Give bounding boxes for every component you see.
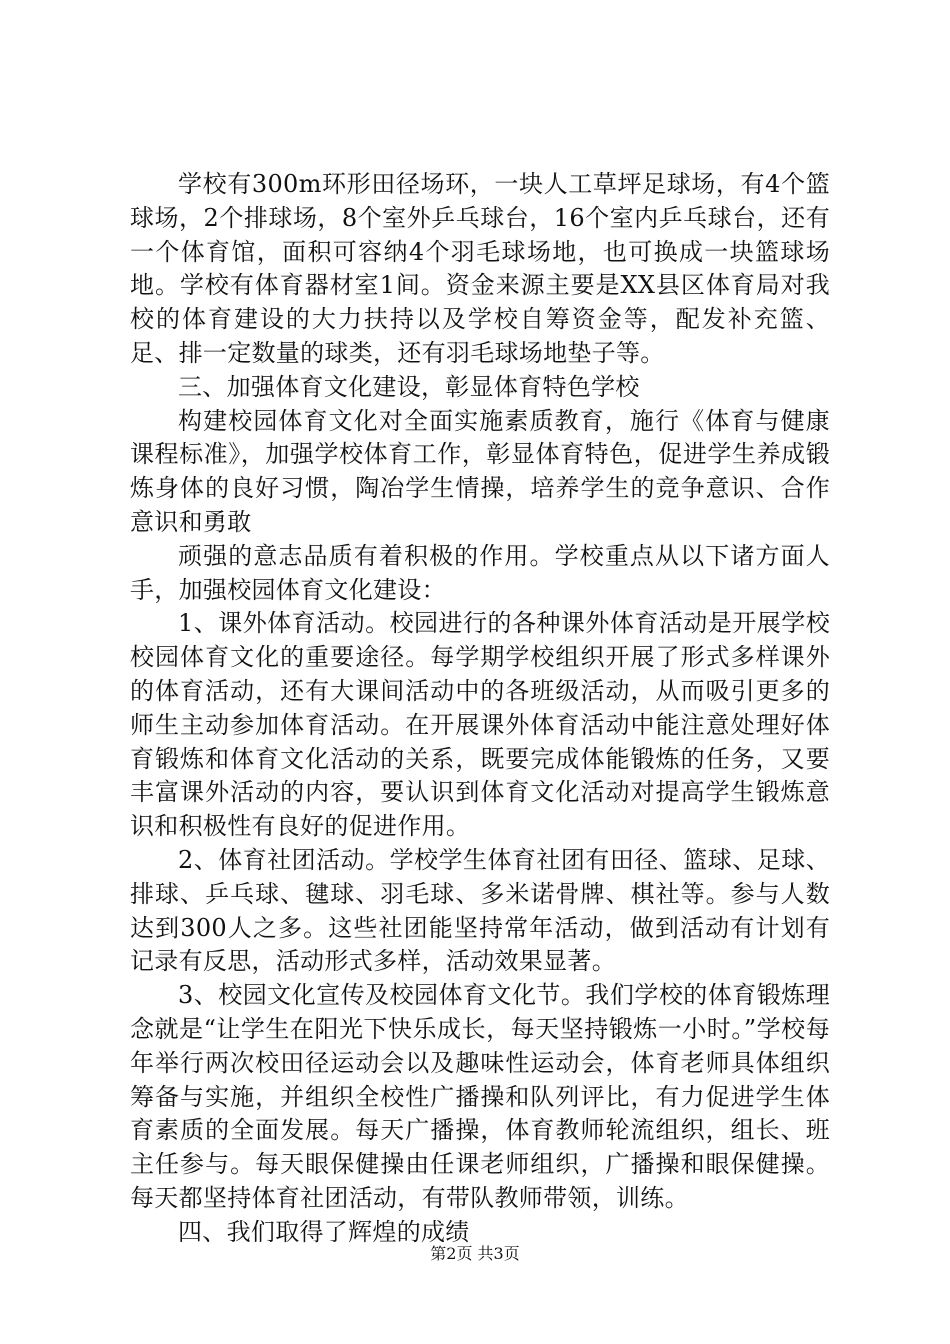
paragraph-item-2: 2、体育社团活动。学校学生体育社团有田径、篮球、足球、排球、乒乓球、毽球、羽毛球、多米诺骨牌、棋社等。参与人数达到300人之多。这些社团能坚持常年活动，做到活动有计划有记录有反思，活动形式多样，活动效果显著。 — [130, 845, 830, 976]
page-footer: 第2页 共3页 — [430, 1244, 520, 1263]
document-body — [130, 168, 830, 1250]
section-heading-3: 三、加强体育文化建设，彰显体育特色学校 — [178, 372, 640, 401]
paragraph-facilities: 学校有300m环形田径场环，一块人工草坪足球场，有4个篮球场，2个排球场，8个室外乒乓球台，16个室内乒乓球台，还有一个体育馆，面积可容纳4个羽毛球场地，也可换成一块篮球场地。学校有体育器材室1间。资金来源主要是XX县区体育局对我校的体育建设的大力扶持以及学校自筹资金等，配发补充篮、足、排一定数量的球类，还有羽毛球场地垫子等。 — [130, 170, 830, 367]
paragraph-item-3: 3、校园文化宣传及校园体育文化节。我们学校的体育锻炼理念就是“让学生在阳光下快乐成长，每天坚持锻炼一小时。”学校每年举行两次校田径运动会以及趣味性运动会，体育老师具体组织筹备与实施，并组织全校性广播操和队列评比，有力促进学生体育素质的全面发展。每天广播操，体育教师轮流组织，组长、班主任参与。每天眼保健操由任课老师组织，广播操和眼保健操。每天都坚持体育社团活动，有带队教师带领，训练。 — [130, 981, 830, 1212]
paragraph-culture-continued: 顽强的意志品质有着积极的作用。学校重点从以下诸方面人手，加强校园体育文化建设： — [130, 541, 830, 604]
section-heading-4: 四、我们取得了辉煌的成绩 — [178, 1217, 470, 1246]
paragraph-culture-intro: 构建校园体育文化对全面实施素质教育，施行《体育与健康课程标准》，加强学校体育工作，彰显体育特色，促进学生养成锻炼身体的良好习惯，陶冶学生情操，培养学生的竞争意识、合作意识和勇敢 — [130, 406, 830, 536]
paragraph-item-1: 1、课外体育活动。校园进行的各种课外体育活动是开展学校校园体育文化的重要途径。每学期学校组织开展了形式多样课外的体育活动，还有大课间活动中的各班级活动，从而吸引更多的师生主动参加体育活动。在开展课外体育活动中能注意处理好体育锻炼和体育文化活动的关系，既要完成体能锻炼的任务，又要丰富课外活动的内容，要认识到体育文化活动对提高学生锻炼意识和积极性有良好的促进作用。 — [130, 609, 830, 841]
